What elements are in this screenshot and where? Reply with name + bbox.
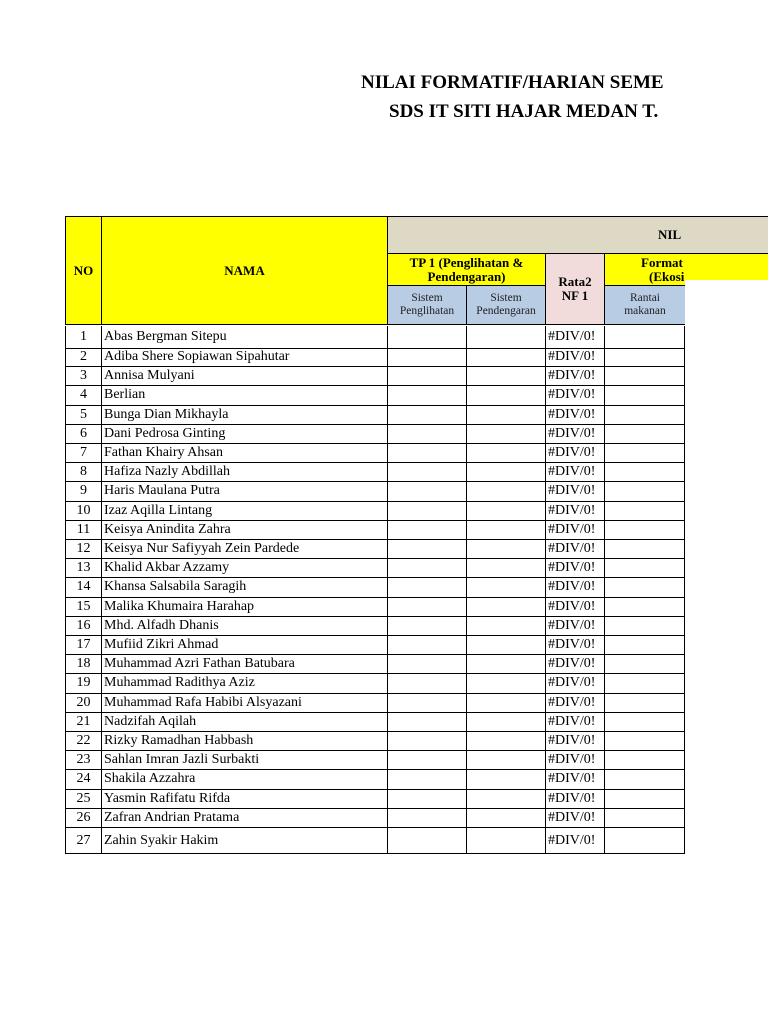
cell-rantai-makanan[interactable] [604, 559, 685, 578]
cell-sistem-penglihatan[interactable] [387, 732, 466, 751]
cell-rata2-nf1[interactable]: #DIV/0! [545, 732, 604, 751]
cell-no[interactable]: 10 [65, 502, 101, 521]
cell-sistem-pendengaran[interactable] [466, 598, 545, 617]
cell-rata2-nf1[interactable]: #DIV/0! [545, 444, 604, 463]
cell-rantai-makanan[interactable] [604, 655, 685, 674]
cell-rantai-makanan[interactable] [604, 463, 685, 482]
cell-no[interactable]: 14 [65, 578, 101, 597]
cell-nama[interactable]: Mhd. Alfadh Dhanis [101, 617, 387, 636]
cell-sistem-pendengaran[interactable] [466, 751, 545, 770]
cell-sistem-pendengaran[interactable] [466, 521, 545, 540]
cell-no[interactable]: 22 [65, 732, 101, 751]
cell-rantai-makanan[interactable] [604, 444, 685, 463]
cell-nama[interactable]: Yasmin Rafifatu Rifda [101, 790, 387, 809]
cell-sistem-penglihatan[interactable] [387, 694, 466, 713]
cell-rata2-nf1[interactable]: #DIV/0! [545, 674, 604, 693]
cell-sistem-penglihatan[interactable] [387, 598, 466, 617]
cell-nama[interactable]: Abas Bergman Sitepu [101, 326, 387, 349]
cell-rata2-nf1[interactable]: #DIV/0! [545, 386, 604, 405]
cell-rantai-makanan[interactable] [604, 694, 685, 713]
cell-nama[interactable]: Sahlan Imran Jazli Surbakti [101, 751, 387, 770]
cell-sistem-penglihatan[interactable] [387, 674, 466, 693]
cell-no[interactable]: 11 [65, 521, 101, 540]
header-no[interactable]: NO [65, 216, 102, 325]
cell-nama[interactable]: Keisya Nur Safiyyah Zein Pardede [101, 540, 387, 559]
cell-no[interactable]: 1 [65, 326, 101, 349]
cell-no[interactable]: 23 [65, 751, 101, 770]
cell-rantai-makanan[interactable] [604, 636, 685, 655]
cell-rata2-nf1[interactable]: #DIV/0! [545, 790, 604, 809]
cell-sistem-pendengaran[interactable] [466, 694, 545, 713]
cell-nama[interactable]: Haris Maulana Putra [101, 482, 387, 501]
cell-rata2-nf1[interactable]: #DIV/0! [545, 809, 604, 828]
cell-nama[interactable]: Mufiid Zikri Ahmad [101, 636, 387, 655]
cell-rata2-nf1[interactable]: #DIV/0! [545, 482, 604, 501]
cell-sistem-penglihatan[interactable] [387, 655, 466, 674]
cell-no[interactable]: 26 [65, 809, 101, 828]
cell-rata2-nf1[interactable]: #DIV/0! [545, 425, 604, 444]
cell-sistem-pendengaran[interactable] [466, 406, 545, 425]
cell-no[interactable]: 24 [65, 770, 101, 789]
cell-sistem-penglihatan[interactable] [387, 770, 466, 789]
cell-rata2-nf1[interactable]: #DIV/0! [545, 367, 604, 386]
cell-rantai-makanan[interactable] [604, 617, 685, 636]
cell-rantai-makanan[interactable] [604, 521, 685, 540]
cell-sistem-pendengaran[interactable] [466, 444, 545, 463]
cell-no[interactable]: 15 [65, 598, 101, 617]
header-tp1-label: TP 1 (Penglihatan & Pendengaran) [409, 254, 524, 284]
header-rantai-makanan-label: Rantai makanan [624, 292, 666, 317]
header-sistem-pendengaran[interactable] [466, 285, 546, 325]
cell-rata2-nf1[interactable]: #DIV/0! [545, 463, 604, 482]
cell-sistem-penglihatan[interactable] [387, 521, 466, 540]
cell-sistem-pendengaran[interactable] [466, 809, 545, 828]
cell-rantai-makanan[interactable] [604, 732, 685, 751]
cell-nama[interactable]: Hafiza Nazly Abdillah [101, 463, 387, 482]
cell-nama[interactable]: Khansa Salsabila Saragih [101, 578, 387, 597]
cell-sistem-pendengaran[interactable] [466, 732, 545, 751]
header-sistem-penglihatan[interactable] [387, 285, 467, 325]
cell-sistem-pendengaran[interactable] [466, 617, 545, 636]
cell-no[interactable]: 4 [65, 386, 101, 405]
cell-nama[interactable]: Fathan Khairy Ahsan [101, 444, 387, 463]
cell-no[interactable]: 3 [65, 367, 101, 386]
cell-nama[interactable]: Zahin Syakir Hakim [101, 828, 387, 854]
cell-rantai-makanan[interactable] [604, 578, 685, 597]
cell-sistem-penglihatan[interactable] [387, 809, 466, 828]
cell-nama[interactable]: Malika Khumaira Harahap [101, 598, 387, 617]
cell-rata2-nf1[interactable]: #DIV/0! [545, 540, 604, 559]
cell-no[interactable]: 7 [65, 444, 101, 463]
header-nilai-group[interactable]: NIL [387, 216, 768, 254]
cell-rata2-nf1[interactable]: #DIV/0! [545, 348, 604, 367]
cell-rantai-makanan[interactable] [604, 598, 685, 617]
cell-sistem-pendengaran[interactable] [466, 790, 545, 809]
cell-nama[interactable]: Keisya Anindita Zahra [101, 521, 387, 540]
cell-sistem-penglihatan[interactable] [387, 751, 466, 770]
sheet-title: NILAI FORMATIF/HARIAN SEME [361, 72, 664, 93]
cell-rantai-makanan[interactable] [604, 674, 685, 693]
cell-no[interactable]: 13 [65, 559, 101, 578]
cell-rata2-nf1[interactable]: #DIV/0! [545, 406, 604, 425]
cell-rantai-makanan[interactable] [604, 425, 685, 444]
cell-rantai-makanan[interactable] [604, 326, 685, 349]
cell-no[interactable]: 21 [65, 713, 101, 732]
cell-rantai-makanan[interactable] [604, 502, 685, 521]
cell-sistem-pendengaran[interactable] [466, 540, 545, 559]
cell-sistem-penglihatan[interactable] [387, 425, 466, 444]
cell-sistem-pendengaran[interactable] [466, 713, 545, 732]
cell-no[interactable]: 20 [65, 694, 101, 713]
cell-sistem-pendengaran[interactable] [466, 326, 545, 349]
cell-no[interactable]: 18 [65, 655, 101, 674]
cell-rantai-makanan[interactable] [604, 540, 685, 559]
cell-rata2-nf1[interactable]: #DIV/0! [545, 578, 604, 597]
cell-sistem-penglihatan[interactable] [387, 348, 466, 367]
header-formatif-2-line1: Format [641, 254, 683, 270]
header-rantai-makanan[interactable] [604, 285, 686, 325]
cell-no[interactable]: 6 [65, 425, 101, 444]
cell-rata2-nf1[interactable]: #DIV/0! [545, 828, 604, 854]
cell-sistem-pendengaran[interactable] [466, 636, 545, 655]
cell-sistem-penglihatan[interactable] [387, 482, 466, 501]
cell-sistem-pendengaran[interactable] [466, 482, 545, 501]
cell-no[interactable]: 16 [65, 617, 101, 636]
cell-rantai-makanan[interactable] [604, 386, 685, 405]
cell-sistem-pendengaran[interactable] [466, 828, 545, 854]
cell-rantai-makanan[interactable] [604, 482, 685, 501]
cell-rata2-nf1[interactable]: #DIV/0! [545, 559, 604, 578]
cell-rata2-nf1[interactable]: #DIV/0! [545, 751, 604, 770]
cell-rantai-makanan[interactable] [604, 348, 685, 367]
cell-sistem-penglihatan[interactable] [387, 326, 466, 349]
cell-rata2-nf1[interactable]: #DIV/0! [545, 502, 604, 521]
cell-nama[interactable]: Dani Pedrosa Ginting [101, 425, 387, 444]
cell-no[interactable]: 25 [65, 790, 101, 809]
cell-sistem-penglihatan[interactable] [387, 713, 466, 732]
cell-sistem-penglihatan[interactable] [387, 386, 466, 405]
cell-sistem-penglihatan[interactable] [387, 540, 466, 559]
cell-rata2-nf1[interactable]: #DIV/0! [545, 713, 604, 732]
header-sistem-penglihatan-label: Sistem Penglihatan [399, 292, 455, 317]
cell-no[interactable]: 8 [65, 463, 101, 482]
cell-rata2-nf1[interactable]: #DIV/0! [545, 770, 604, 789]
cell-nama[interactable]: Berlian [101, 386, 387, 405]
cell-nama[interactable]: Nadzifah Aqilah [101, 713, 387, 732]
cell-sistem-penglihatan[interactable] [387, 617, 466, 636]
header-rata2-nf1-label: Rata2 NF 1 [558, 274, 592, 303]
cell-rantai-makanan[interactable] [604, 828, 685, 854]
cell-sistem-penglihatan[interactable] [387, 502, 466, 521]
cell-nama[interactable]: Muhammad Radithya Aziz [101, 674, 387, 693]
cell-rata2-nf1[interactable]: #DIV/0! [545, 694, 604, 713]
cell-rantai-makanan[interactable] [604, 790, 685, 809]
cell-sistem-penglihatan[interactable] [387, 367, 466, 386]
cell-sistem-pendengaran[interactable] [466, 770, 545, 789]
header-sistem-pendengaran-label: Sistem Pendengaran [476, 292, 536, 317]
cell-rantai-makanan[interactable] [604, 367, 685, 386]
cell-sistem-pendengaran[interactable] [466, 348, 545, 367]
cell-nama[interactable]: Annisa Mulyani [101, 367, 387, 386]
cell-rantai-makanan[interactable] [604, 713, 685, 732]
cell-rata2-nf1[interactable]: #DIV/0! [545, 326, 604, 349]
cell-sistem-penglihatan[interactable] [387, 406, 466, 425]
cell-rata2-nf1[interactable]: #DIV/0! [545, 617, 604, 636]
cell-nama[interactable]: Shakila Azzahra [101, 770, 387, 789]
cell-no[interactable]: 2 [65, 348, 101, 367]
cell-rantai-makanan[interactable] [604, 770, 685, 789]
cell-no[interactable]: 27 [65, 828, 101, 854]
header-tp1[interactable] [387, 253, 546, 286]
crop-mask [685, 280, 768, 880]
cell-sistem-pendengaran[interactable] [466, 502, 545, 521]
cell-no[interactable]: 5 [65, 406, 101, 425]
cell-sistem-pendengaran[interactable] [466, 578, 545, 597]
cell-sistem-penglihatan[interactable] [387, 828, 466, 854]
cell-rantai-makanan[interactable] [604, 406, 685, 425]
cell-nama[interactable]: Zafran Andrian Pratama [101, 809, 387, 828]
cell-no[interactable]: 12 [65, 540, 101, 559]
cell-sistem-penglihatan[interactable] [387, 559, 466, 578]
cell-sistem-pendengaran[interactable] [466, 367, 545, 386]
cell-nama[interactable]: Muhammad Azri Fathan Batubara [101, 655, 387, 674]
cell-nama[interactable]: Bunga Dian Mikhayla [101, 406, 387, 425]
header-nama[interactable]: NAMA [101, 216, 388, 325]
cell-sistem-pendengaran[interactable] [466, 386, 545, 405]
cell-sistem-pendengaran[interactable] [466, 463, 545, 482]
cell-nama[interactable]: Rizky Ramadhan Habbash [101, 732, 387, 751]
cell-rata2-nf1[interactable]: #DIV/0! [545, 598, 604, 617]
cell-nama[interactable]: Khalid Akbar Azzamy [101, 559, 387, 578]
cell-nama[interactable]: Muhammad Rafa Habibi Alsyazani [101, 694, 387, 713]
header-formatif-2-line2: (Ekosi [649, 268, 685, 284]
cell-sistem-pendengaran[interactable] [466, 559, 545, 578]
cell-sistem-penglihatan[interactable] [387, 444, 466, 463]
cell-sistem-penglihatan[interactable] [387, 463, 466, 482]
cell-rata2-nf1[interactable]: #DIV/0! [545, 655, 604, 674]
cell-sistem-penglihatan[interactable] [387, 578, 466, 597]
cell-sistem-pendengaran[interactable] [466, 425, 545, 444]
cell-rata2-nf1[interactable]: #DIV/0! [545, 521, 604, 540]
cell-no[interactable]: 9 [65, 482, 101, 501]
school-title: SDS IT SITI HAJAR MEDAN T. [389, 101, 659, 122]
cell-sistem-penglihatan[interactable] [387, 636, 466, 655]
cell-nama[interactable]: Adiba Shere Sopiawan Sipahutar [101, 348, 387, 367]
cell-sistem-pendengaran[interactable] [466, 655, 545, 674]
cell-rantai-makanan[interactable] [604, 751, 685, 770]
cell-nama[interactable]: Izaz Aqilla Lintang [101, 502, 387, 521]
cell-no[interactable]: 17 [65, 636, 101, 655]
cell-rantai-makanan[interactable] [604, 809, 685, 828]
header-rata2-nf1[interactable] [545, 253, 605, 325]
cell-no[interactable]: 19 [65, 674, 101, 693]
cell-rata2-nf1[interactable]: #DIV/0! [545, 636, 604, 655]
cell-sistem-penglihatan[interactable] [387, 790, 466, 809]
cell-sistem-pendengaran[interactable] [466, 674, 545, 693]
